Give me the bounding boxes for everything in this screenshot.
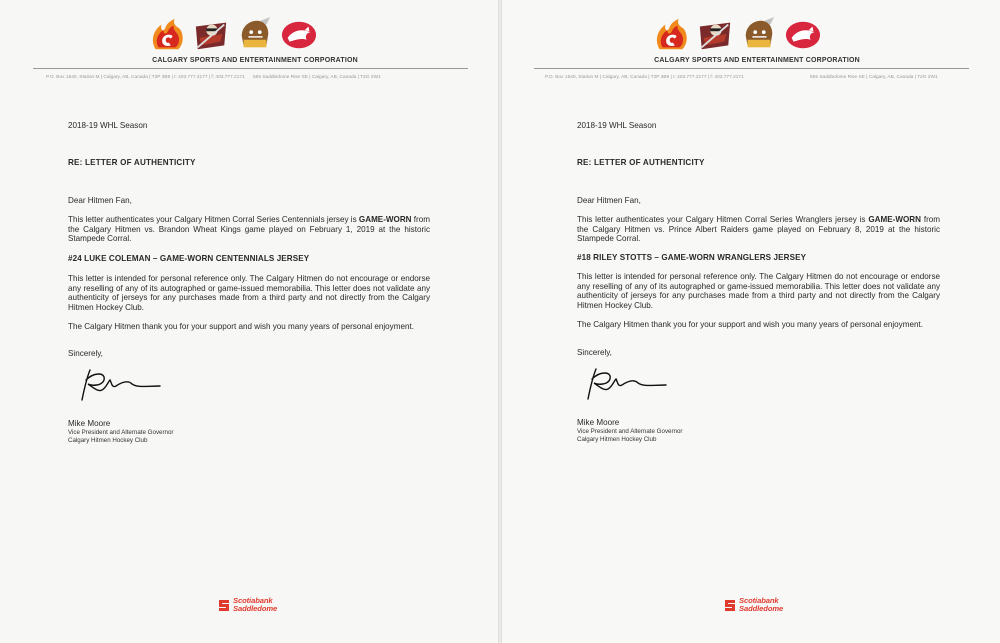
authentication-paragraph [577,215,940,244]
paragraph-text: from the Calgary Hitmen vs. Brandon Wheat Kings game played on February 1, 2019 at the historic Stampede Corral. [68,215,430,244]
mailing-address: P.O. Box 1540, Station M | Calgary, AB, Canada | T2P 3B9 | t: 403.777.2177 | f: 403.777.2171 [46,75,245,80]
letter-page-left [0,0,498,643]
header-rule [534,68,969,69]
hitmen-logo-icon [696,17,734,53]
signer-organization: Calgary Hitmen Hockey Club [68,436,148,444]
disclaimer-paragraph: This letter is intended for personal reference only. The Calgary Hitmen do not encourage or endorse any reselling of any of its autographed or game-issued memorabilia. This letter does not validate any authenticity of jerseys for any purchases made from a third party and not directly from the Calgary Hitmen Hockey Club. [577,272,940,310]
stampeders-logo-icon [280,17,318,53]
flames-logo-icon [652,17,690,53]
signer-organization: Calgary Hitmen Hockey Club [577,435,657,443]
sponsor-line-2: Saddledome [233,604,278,613]
greeting: Dear Hitmen Fan, [577,196,641,205]
mailing-address: P.O. Box 1540, Station M | Calgary, AB, Canada | T2P 3B9 | t: 403.777.2177 | f: 403.777.2171 [545,75,744,80]
season-line: 2018-19 WHL Season [68,121,148,130]
corporation-name: CALGARY SPORTS AND ENTERTAINMENT CORPORATION [654,57,860,64]
header-rule [33,68,468,69]
roughnecks-logo-icon [236,17,274,53]
thank-you-paragraph: The Calgary Hitmen thank you for your support and wish you many years of personal enjoyment. [68,322,414,331]
paragraph-text: from the Calgary Hitmen vs. Prince Albert Raiders game played on February 8, 2019 at the historic Stampede Corral. [577,215,941,244]
signer-name: Mike Moore [577,418,620,427]
game-worn-emphasis: GAME-WORN [358,215,412,224]
paragraph-text: This letter authenticates your Calgary Hitmen Corral Series Centennials jersey is [68,215,359,224]
thank-you-paragraph: The Calgary Hitmen thank you for your support and wish you many years of personal enjoyment. [577,320,923,329]
signer-details [577,428,682,443]
scotiabank-s-icon [218,597,230,613]
game-worn-emphasis: GAME-WORN [868,215,921,224]
greeting: Dear Hitmen Fan, [68,196,132,205]
authentication-paragraph [68,215,430,244]
signer-details [68,429,173,444]
flames-logo-icon [148,17,186,53]
subject-line: RE: LETTER OF AUTHENTICITY [577,158,705,167]
sponsor-name [233,597,277,613]
signer-name: Mike Moore [68,419,111,428]
street-address: 555 Saddledome Rise SE | Calgary, AB, Canada | T2G 2W1 [253,75,381,80]
disclaimer-paragraph: This letter is intended for personal reference only. The Calgary Hitmen do not encourage or endorse any reselling of any of its autographed or game-issued memorabilia. This letter does not validate any authenticity of jerseys for any purchases made from a third party and not directly from the Calgary Hitmen Hockey Club. [68,274,430,312]
signer-title: Vice President and Alternate Governor [577,428,683,435]
season-line: 2018-19 WHL Season [577,121,657,130]
closing: Sincerely, [68,349,103,358]
team-logos [652,17,822,53]
jersey-title: #18 RILEY STOTTS – GAME-WORN WRANGLERS JERSEY [577,253,807,262]
letter-page-right [502,0,1000,643]
roughnecks-logo-icon [740,17,778,53]
corporation-name: CALGARY SPORTS AND ENTERTAINMENT CORPORATION [152,57,358,64]
signature [76,366,166,406]
sponsor-line-2: Saddledome [739,604,784,613]
team-logos [148,17,318,53]
sponsor-logo [218,597,277,613]
jersey-title: #24 LUKE COLEMAN – GAME-WORN CENTENNIALS JERSEY [68,254,310,263]
subject-line: RE: LETTER OF AUTHENTICITY [68,158,196,167]
sponsor-name [739,597,783,613]
sponsor-line-1: Scotiabank [739,596,779,606]
scotiabank-s-icon [724,597,736,613]
closing: Sincerely, [577,348,612,357]
stampeders-logo-icon [784,17,822,53]
sponsor-line-1: Scotiabank [233,596,273,606]
street-address: 555 Saddledome Rise SE | Calgary, AB, Canada | T2G 2W1 [810,75,938,80]
sponsor-logo [724,597,783,613]
signature [582,365,672,405]
signer-title: Vice President and Alternate Governor [68,429,174,436]
hitmen-logo-icon [192,17,230,53]
paragraph-text: This letter authenticates your Calgary Hitmen Corral Series Wranglers jersey is [577,215,869,224]
